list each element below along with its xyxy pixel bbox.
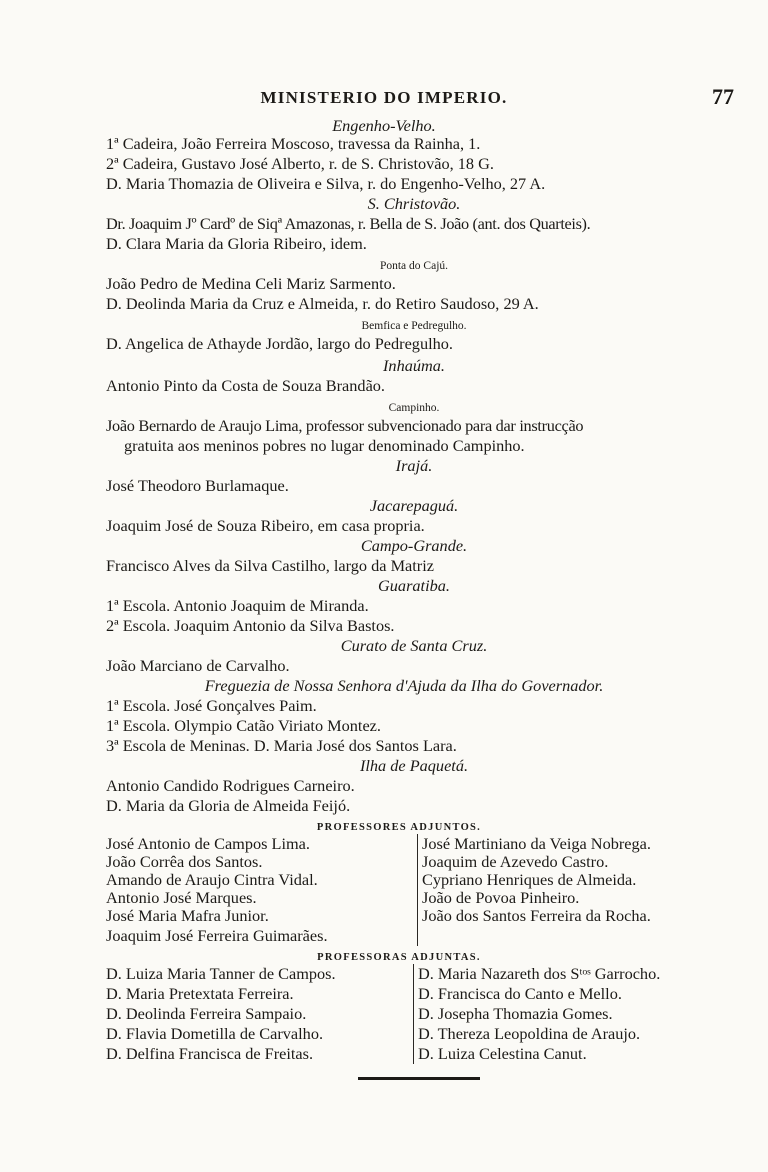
section-heading-campinho: Campinho. (388, 402, 440, 414)
end-rule (358, 1077, 480, 1080)
section-heading-professores-adjuntos: PROFESSORES ADJUNTOS. (316, 822, 482, 833)
list-item: João de Povoa Pinheiro. (422, 888, 580, 907)
section-heading-ilha-do-governador: Freguezia de Nossa Senhora d'Ajuda da Ilha do Governador. (204, 676, 604, 695)
list-item: Antonio José Marques. (106, 888, 257, 907)
section-heading-santa-cruz: Curato de Santa Cruz. (340, 636, 488, 655)
list-item: D. Luiza Maria Tanner de Campos. (106, 964, 336, 983)
entry-line: João Pedro de Medina Celi Mariz Sarmento. (106, 274, 396, 293)
list-item: D. Maria Nazareth dos Sᵗᵒˢ Garrocho. (418, 964, 661, 983)
list-item: José Martiniano da Veiga Nobrega. (422, 834, 651, 853)
list-item: D. Thereza Leopoldina de Araujo. (418, 1024, 641, 1043)
entry-line: João Bernardo de Araujo Lima, professor subvencionado para dar instrucção (106, 416, 584, 435)
entry-line: Joaquim José de Souza Ribeiro, em casa propria. (106, 516, 425, 535)
section-heading-engenho-velho: Engenho-Velho. (332, 116, 436, 135)
entry-line: 1ª Cadeira, João Ferreira Moscoso, travessa da Rainha, 1. (106, 134, 481, 153)
entry-line: gratuita aos meninos pobres no lugar denominado Campinho. (124, 436, 525, 455)
entry-line: João Marciano de Carvalho. (106, 656, 290, 675)
section-heading-ilha-de-paqueta: Ilha de Paquetá. (359, 756, 469, 775)
list-item: D. Josepha Thomazia Gomes. (418, 1004, 613, 1023)
list-item: D. Luiza Celestina Canut. (418, 1044, 587, 1063)
list-item: Joaquim de Azevedo Castro. (422, 852, 609, 871)
section-heading-ponta-do-caju: Ponta do Cajú. (379, 260, 449, 272)
list-item: José Antonio de Campos Lima. (106, 834, 310, 853)
entry-line: 2ª Cadeira, Gustavo José Alberto, r. de S. Christovão, 18 G. (106, 154, 494, 173)
section-heading-jacarepagua: Jacarepaguá. (369, 496, 459, 515)
list-item: Cypriano Henriques de Almeida. (422, 870, 637, 889)
list-item: Amando de Araujo Cintra Vidal. (106, 870, 318, 889)
column-divider (413, 964, 414, 1064)
entry-line: 2ª Escola. Joaquim Antonio da Silva Bastos. (106, 616, 395, 635)
entry-line: 1ª Escola. José Gonçalves Paim. (106, 696, 317, 715)
entry-line: Dr. Joaquim Jº Cardº de Siqª Amazonas, r. Bella de S. João (ant. dos Quarteis). (106, 214, 591, 233)
entry-line: José Theodoro Burlamaque. (106, 476, 289, 495)
list-item: Joaquim José Ferreira Guimarães. (106, 926, 328, 945)
section-heading-campo-grande: Campo-Grande. (360, 536, 468, 555)
running-head (0, 84, 768, 112)
entry-line: 1ª Escola. Antonio Joaquim de Miranda. (106, 596, 369, 615)
list-item: D. Maria Pretextata Ferreira. (106, 984, 294, 1003)
section-heading-iraja: Irajá. (395, 456, 433, 475)
list-item: D. Flavia Dometilla de Carvalho. (106, 1024, 324, 1043)
entry-line: 3ª Escola de Meninas. D. Maria José dos Santos Lara. (106, 736, 457, 755)
column-divider (417, 834, 418, 946)
list-item: D. Delfina Francisca de Freitas. (106, 1044, 314, 1063)
entry-line: D. Clara Maria da Gloria Ribeiro, idem. (106, 234, 367, 253)
entry-line: D. Angelica de Athayde Jordão, largo do Pedregulho. (106, 334, 453, 353)
section-heading-inhauma: Inhaúma. (383, 356, 445, 375)
section-heading-bemfica: Bemfica e Pedregulho. (361, 320, 467, 332)
list-item: D. Deolinda Ferreira Sampaio. (106, 1004, 307, 1023)
section-heading-s-christovao: S. Christovão. (367, 194, 461, 213)
entry-line: D. Maria da Gloria de Almeida Feijó. (106, 796, 351, 815)
entry-line: 1ª Escola. Olympio Catão Viriato Montez. (106, 716, 381, 735)
list-item: João dos Santos Ferreira da Rocha. (422, 906, 651, 925)
page-title: MINISTERIO DO IMPERIO. (260, 88, 508, 107)
entry-line: D. Deolinda Maria da Cruz e Almeida, r. do Retiro Saudoso, 29 A. (106, 294, 539, 313)
entry-line: Antonio Pinto da Costa de Souza Brandão. (106, 376, 386, 395)
section-heading-professoras-adjuntas: PROFESSORAS ADJUNTAS. (317, 952, 481, 963)
section-heading-guaratiba: Guaratiba. (378, 576, 450, 595)
entry-line: Francisco Alves da Silva Castilho, largo da Matriz (106, 556, 434, 575)
entry-line: D. Maria Thomazia de Oliveira e Silva, r. do Engenho-Velho, 27 A. (106, 174, 546, 193)
entry-line: Antonio Candido Rodrigues Carneiro. (106, 776, 355, 795)
list-item: D. Francisca do Canto e Mello. (418, 984, 622, 1003)
list-item: José Maria Mafra Junior. (106, 906, 269, 925)
page-number: 77 (712, 84, 734, 109)
list-item: João Corrêa dos Santos. (106, 852, 263, 871)
